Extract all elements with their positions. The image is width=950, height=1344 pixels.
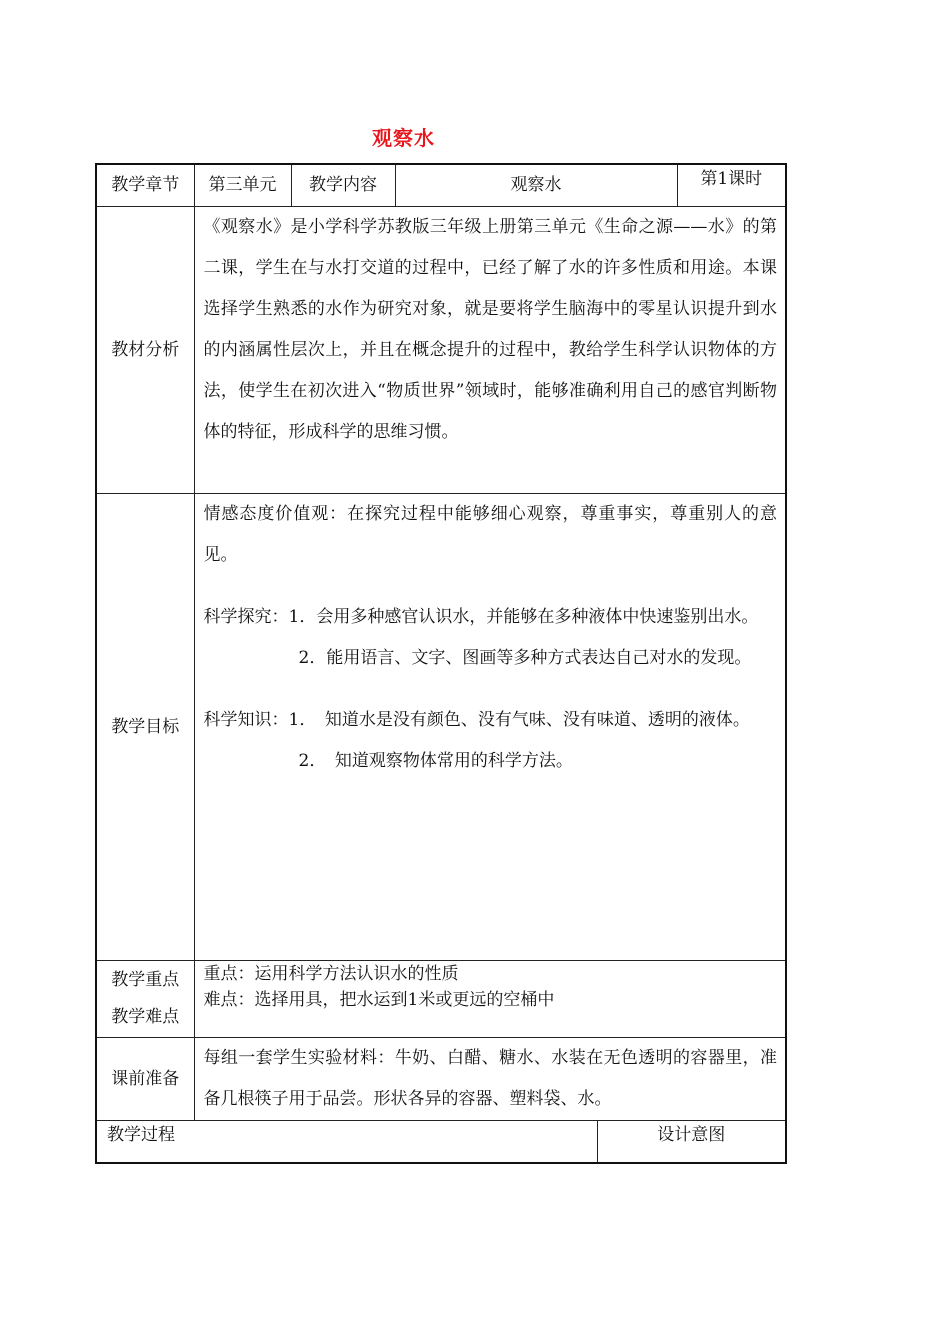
goal-inquiry-1: 科学探究：1．会用多种感官认识水，并能够在多种液体中快速鉴别出水。 [203,607,759,627]
prep-paragraph: 每组一套学生实验材料：牛奶、白醋、糖水、水装在无色透明的容器里，准备几根筷子用于品尝。形状各异的容器、塑料袋、水。 [203,1048,777,1109]
goals-text [194,494,786,961]
header-row [96,164,786,207]
key-points-row [96,961,786,1038]
goal-knowledge-2: 2． 知道观察物体常用的科学方法。 [298,751,573,771]
process-row [96,1121,786,1164]
process-label: 教学过程 [96,1121,597,1164]
key-points-text [194,961,786,1038]
difficulty-label: 教学难点 [111,1007,180,1027]
page-title: 观察水 [372,126,435,150]
goals-row [96,494,786,961]
key-label: 教学重点 [111,970,180,990]
content-label: 教学内容 [291,164,395,207]
prep-text [194,1038,786,1121]
prep-label: 课前准备 [96,1038,194,1121]
lesson-number: 第1课时 [677,164,786,207]
lesson-plan-table [95,163,787,1164]
difficulty-point: 难点：选择用具，把水运到1米或更远的空桶中 [203,990,555,1010]
analysis-text [194,207,786,494]
analysis-row [96,207,786,494]
chapter-label: 教学章节 [96,164,194,207]
analysis-paragraph: 《观察水》是小学科学苏教版三年级上册第三单元《生命之源——水》的第二课，学生在与水打交道的过程中，已经了解了水的许多性质和用途。本课选择学生熟悉的水作为研究对象，就是要将学生脑海中的零星认识提升到水的内涵属性层次上，并且在概念提升的过程中，教给学生科学认识物体的方法，使学生在初次进入“物质世界”领域时，能够准确利用自己的感官判断物体的特征，形成科学的思维习惯。 [203,217,777,442]
prep-row [96,1038,786,1121]
analysis-label: 教材分析 [96,207,194,494]
design-label: 设计意图 [597,1121,786,1164]
goal-emotion: 情感态度价值观：在探究过程中能够细心观察，尊重事实，尊重别人的意见。 [203,504,777,565]
goals-label: 教学目标 [96,494,194,961]
key-points-labels [96,961,194,1038]
goal-inquiry-2: 2．能用语言、文字、图画等多种方式表达自己对水的发现。 [298,648,752,668]
goal-knowledge-1: 科学知识：1． 知道水是没有颜色、没有气味、没有味道、透明的液体。 [203,710,750,730]
chapter-value: 第三单元 [194,164,291,207]
key-point: 重点：运用科学方法认识水的性质 [203,964,459,984]
content-value: 观察水 [395,164,677,207]
